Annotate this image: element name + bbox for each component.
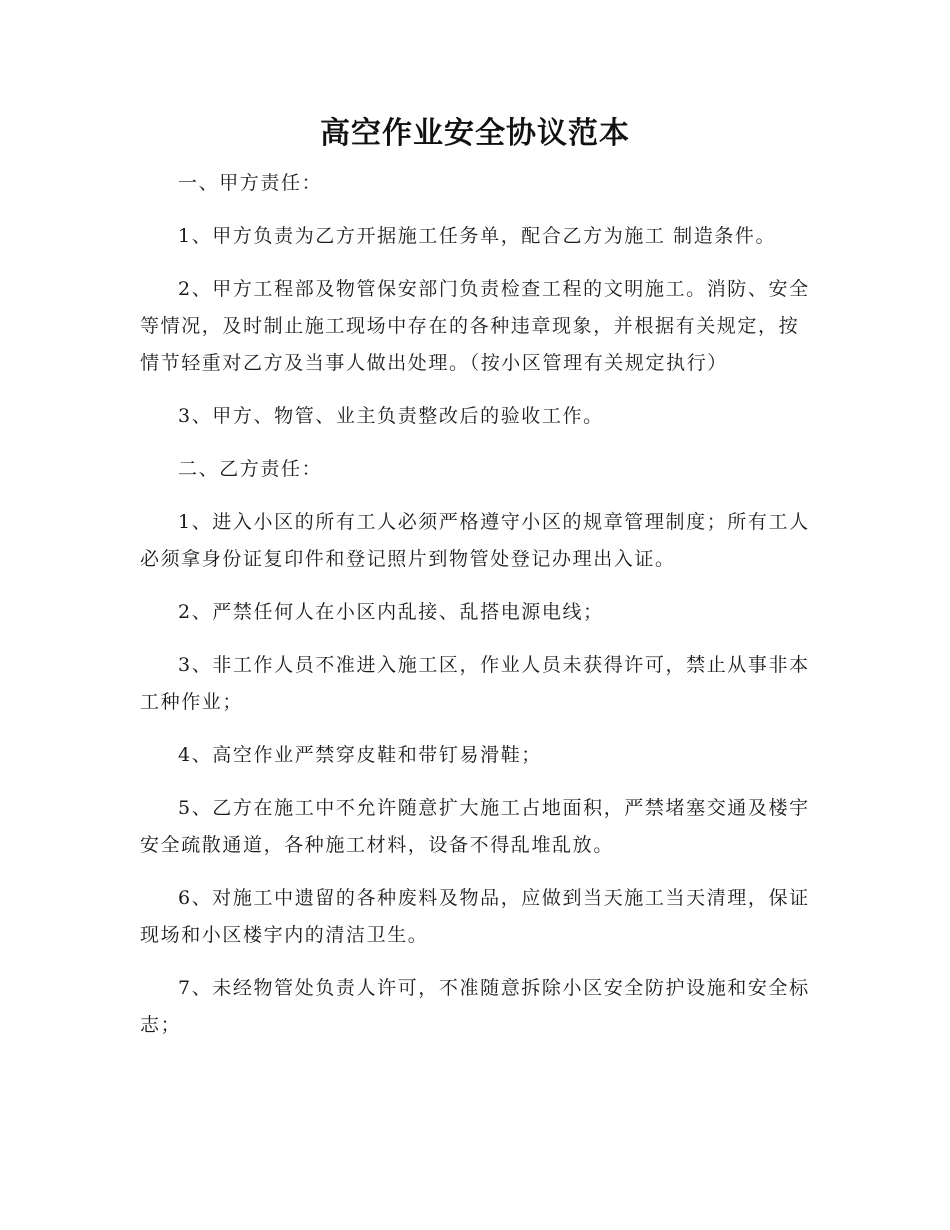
document-body <box>140 165 810 1060</box>
paragraph-b4: 4、高空作业严禁穿皮鞋和带钉易滑鞋； <box>178 744 542 766</box>
paragraph-b6: 6、对施工中遗留的各种废料及物品，应做到当天施工当天清理，保证现场和小区楼宇内的清洁卫生。 <box>140 887 810 946</box>
paragraph-b1: 1、进入小区的所有工人必须严格遵守小区的规章管理制度；所有工人必须拿身份证复印件和登记照片到物管处登记办理出入证。 <box>140 511 810 570</box>
paragraph-b2: 2、严禁任何人在小区内乱接、乱搭电源电线； <box>178 601 604 623</box>
paragraph-b7: 7、未经物管处负责人许可，不准随意拆除小区安全防护设施和安全标志； <box>140 977 810 1036</box>
paragraph-b5: 5、乙方在施工中不允许随意扩大施工占地面积，严禁堵塞交通及楼宇安全疏散通道，各种施工材料，设备不得乱堆乱放。 <box>140 797 810 856</box>
paragraph-a3: 3、甲方、物管、业主负责整改后的验收工作。 <box>178 405 604 427</box>
paragraph-a2: 2、甲方工程部及物管保安部门负责检查工程的文明施工。消防、安全等情况，及时制止施工现场中存在的各种违章现象，并根据有关规定，按情节轻重对乙方及当事人做出处理。（按小区管理有关规定执行） <box>140 278 810 374</box>
page-title: 高空作业安全协议范本 <box>320 116 630 151</box>
paragraph-b3: 3、非工作人员不准进入施工区，作业人员未获得许可，禁止从事非本工种作业； <box>140 654 810 713</box>
section-heading-party-b: 二、乙方责任： <box>178 458 323 480</box>
section-heading-party-a: 一、甲方责任： <box>178 172 323 194</box>
paragraph-a1: 1、甲方负责为乙方开据施工任务单，配合乙方为施工 制造条件。 <box>178 225 777 247</box>
